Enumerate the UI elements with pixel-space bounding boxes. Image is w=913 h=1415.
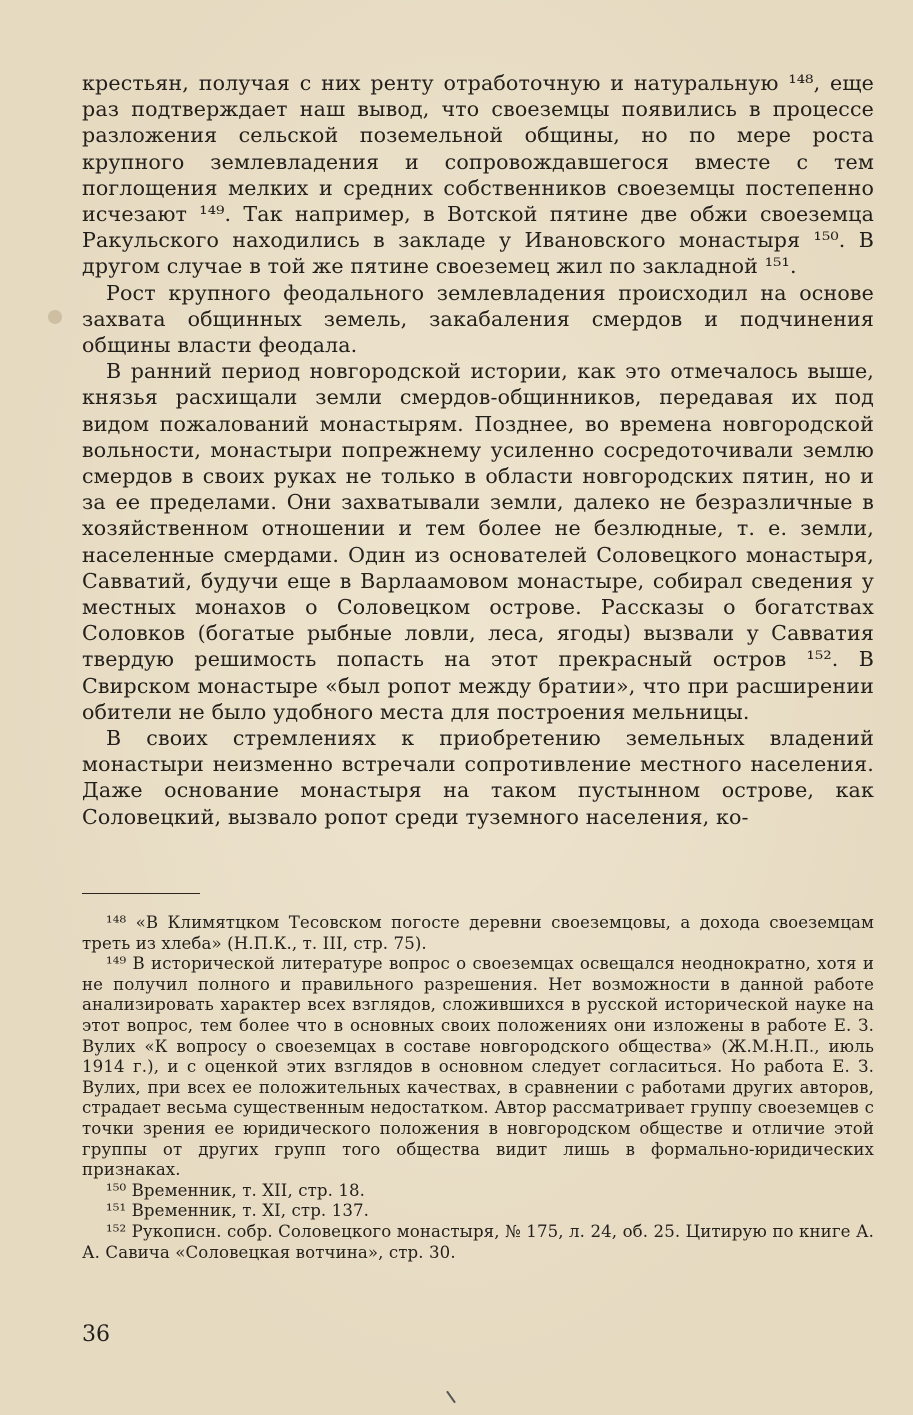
footnote-151: ¹⁵¹ Временник, т. XI, стр. 137. [106, 1201, 370, 1221]
footnote-148: ¹⁴⁸ «В Климятцком Тесовском погосте деревни своеземцовы, а дохода своеземцам треть из хлеба» (Н.П.К., т. III, стр. 75). [82, 913, 874, 953]
paragraph-4: В своих стремлениях к приобретению земельных владений монастыри неизменно встречали сопротивление местного населения. Даже основание монастыря на таком пустынном острове, как Соловецкий, вызвало ропот среди туземного населения, ко- [82, 726, 874, 829]
main-text [82, 70, 874, 830]
paragraph-2: Рост крупного феодального землевладения происходил на основе захвата общинных земель, закабаления смердов и подчинения общины власти феодала. [82, 280, 874, 358]
footnote-separator [82, 893, 200, 894]
footnote-150: ¹⁵⁰ Временник, т. XII, стр. 18. [106, 1180, 366, 1200]
footnotes [82, 913, 874, 1263]
page-stain [48, 310, 62, 324]
page-number: 36 [82, 1322, 110, 1347]
paragraph-3: В ранний период новгородской истории, как это отмечалось выше, князья расхищали земли смердов-общинников, передавая их под видом пожалований монастырям. Позднее, во времена новгородской вольности, монастыри попрежнему усиленно сосредоточивали землю смердов в своих руках не только в области новгородских пятин, но и за ее пределами. Они захватывали земли, далеко не безразличные в хозяйственном отношении и тем более не безлюдные, т. е. земли, населенные смердами. Один из основателей Соловецкого монастыря, Савватий, будучи еще в Варлаамовом монастыре, собирал сведения у местных монахов о Соловецком острове. Рассказы о богатствах Соловков (богатые рыбные ловли, леса, ягоды) вызвали у Савватия твердую решимость попасть на этот прекрасный остров ¹⁵². В Свирском монастыре «был ропот между братии», что при расширении обители не было удобного места для построения мельницы. [82, 359, 874, 724]
footnote-152: ¹⁵² Рукописн. собр. Соловецкого монастыря, № 175, л. 24, об. 25. Цитирую по книге А. А. Савича «Соловецкая вотчина», стр. 30. [82, 1221, 874, 1262]
scan-mark [446, 1391, 456, 1404]
footnote-149: ¹⁴⁹ В исторической литературе вопрос о своеземцах освещался неоднократно, хотя и не получил полного и правильного разрешения. Нет возможности в данной работе анализировать характер всех взглядов, сложившихся в русской исторической науке на этот вопрос, тем более что в основных своих положениях они изложены в работе Е. З. Вулих «К вопросу о своеземцах в составе новгородского общества» (Ж.М.Н.П., июль 1914 г.), и с оценкой этих взглядов в основном следует согласиться. Но работа Е. З. Вулих, при всех ее положительных качествах, в сравнении с работами других авторов, страдает весьма существенным недостатком. Автор рассматривает группу своеземцев с точки зрения ее юридического положения в новгородском обществе и отличие этой группы от других групп того общества видит лишь в формально-юридических признаках. [82, 954, 874, 1180]
paragraph-1: крестьян, получая с них ренту отработочную и натуральную ¹⁴⁸, еще раз подтверждает наш вывод, что своеземцы появились в процессе разложения сельской поземельной общины, но по мере роста крупного землевладения и сопровождавшегося вместе с тем поглощения мелких и средних собственников своеземцы постепенно исчезают ¹⁴⁹. Так например, в Вотской пятине две обжи своеземца Ракульского находились в закладе у Ивановского монастыря ¹⁵⁰. В другом случае в той же пятине своеземец жил по закладной ¹⁵¹. [82, 71, 874, 279]
